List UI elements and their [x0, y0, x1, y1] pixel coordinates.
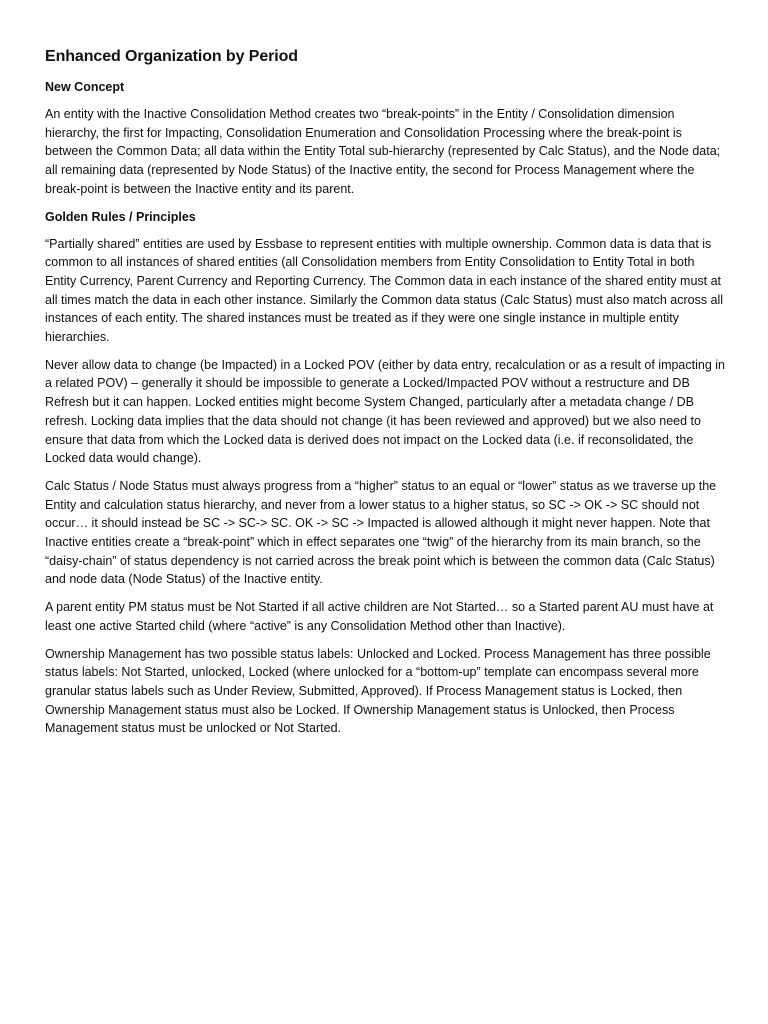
paragraph-ownership-management: Ownership Management has two possible status labels: Unlocked and Locked. Process Management has three possible status labels: Not Started, unlocked, Locked (where unlocked for a “bottom-up” template can encompass several more granular status labels such as Under Review, Submitted, Approved). If Process Management status is Locked, then Ownership Management status must also be Locked. If Ownership Management status is Unlocked, then Process Management status must be unlocked or Not Started.: [45, 646, 711, 736]
section-heading-new-concept: New Concept: [45, 80, 125, 94]
paragraph-parent-pm-status: A parent entity PM status must be Not Started if all active children are Not Started… so a Started parent AU must have at least one active Started child (where “active” is any Consolidation Method other than Inactive).: [45, 600, 714, 633]
paragraph-locked-pov: Never allow data to change (be Impacted) in a Locked POV (either by data entry, recalculation or as a result of impacting in a related POV) – generally it should be impossible to generate a Locked/Impacted POV without a restructure and DB Refresh but it can happen. Locked entities might become System Changed, particularly after a metadata change / DB refresh. Locking data implies that the data should not change (it has been reviewed and approved) but we also need to ensure that data from which the Locked data is derived does not impact on the Locked data (i.e. if reconsolidated, the Locked data would change).: [45, 357, 725, 466]
section-golden-rules: [45, 208, 727, 739]
document-page: [45, 46, 727, 747]
paragraph-calc-status: Calc Status / Node Status must always progress from a “higher” status to an equal or “lower” status as we traverse up the Entity and calculation status hierarchy, and never from a lower status to a higher status, so SC -> OK -> SC should not occur… it should instead be SC -> SC-> SC. OK -> SC -> Impacted is allowed although it might never happen. Note that Inactive entities create a “break-point” which in effect separates one “twig” of the hierarchy from its main branch, so the “daisy-chain” of status dependency is not carried across the break point which is between the common data (Calc Status) and node data (Node Status) of the Inactive entity.: [45, 478, 717, 587]
section-heading-golden-rules: Golden Rules / Principles: [45, 209, 196, 224]
document-title: Enhanced Organization by Period: [45, 48, 298, 65]
section-new-concept: [45, 78, 727, 199]
paragraph-new-concept-1: An entity with the Inactive Consolidation Method creates two “break-points” in the Entity / Consolidation dimension hierarchy, the first for Impacting, Consolidation Enumeration and Consolidation Processing where the break-point is between the Common Data; all data within the Entity Total sub-hierarchy (represented by Calc Status), and the Node data; all remaining data (represented by Node Status) of the Inactive entity, the second for Process Management where the break-point is between the Inactive entity and its parent.: [45, 107, 721, 196]
paragraph-partially-shared: “Partially shared” entities are used by Essbase to represent entities with multiple ownership. Common data is data that is common to all instances of shared entities (all Consolidation members from Entity Consolidation to Entity Total in both Entity Currency, Parent Currency and Reporting Currency. The Common data in each instance of the shared entity must at all times match the data in each other instance. Similarly the Common data status (Calc Status) must also match across all instances of each entity. The shared instances must be treated as if they were one single instance in multiple entity hierarchies.: [45, 236, 724, 345]
